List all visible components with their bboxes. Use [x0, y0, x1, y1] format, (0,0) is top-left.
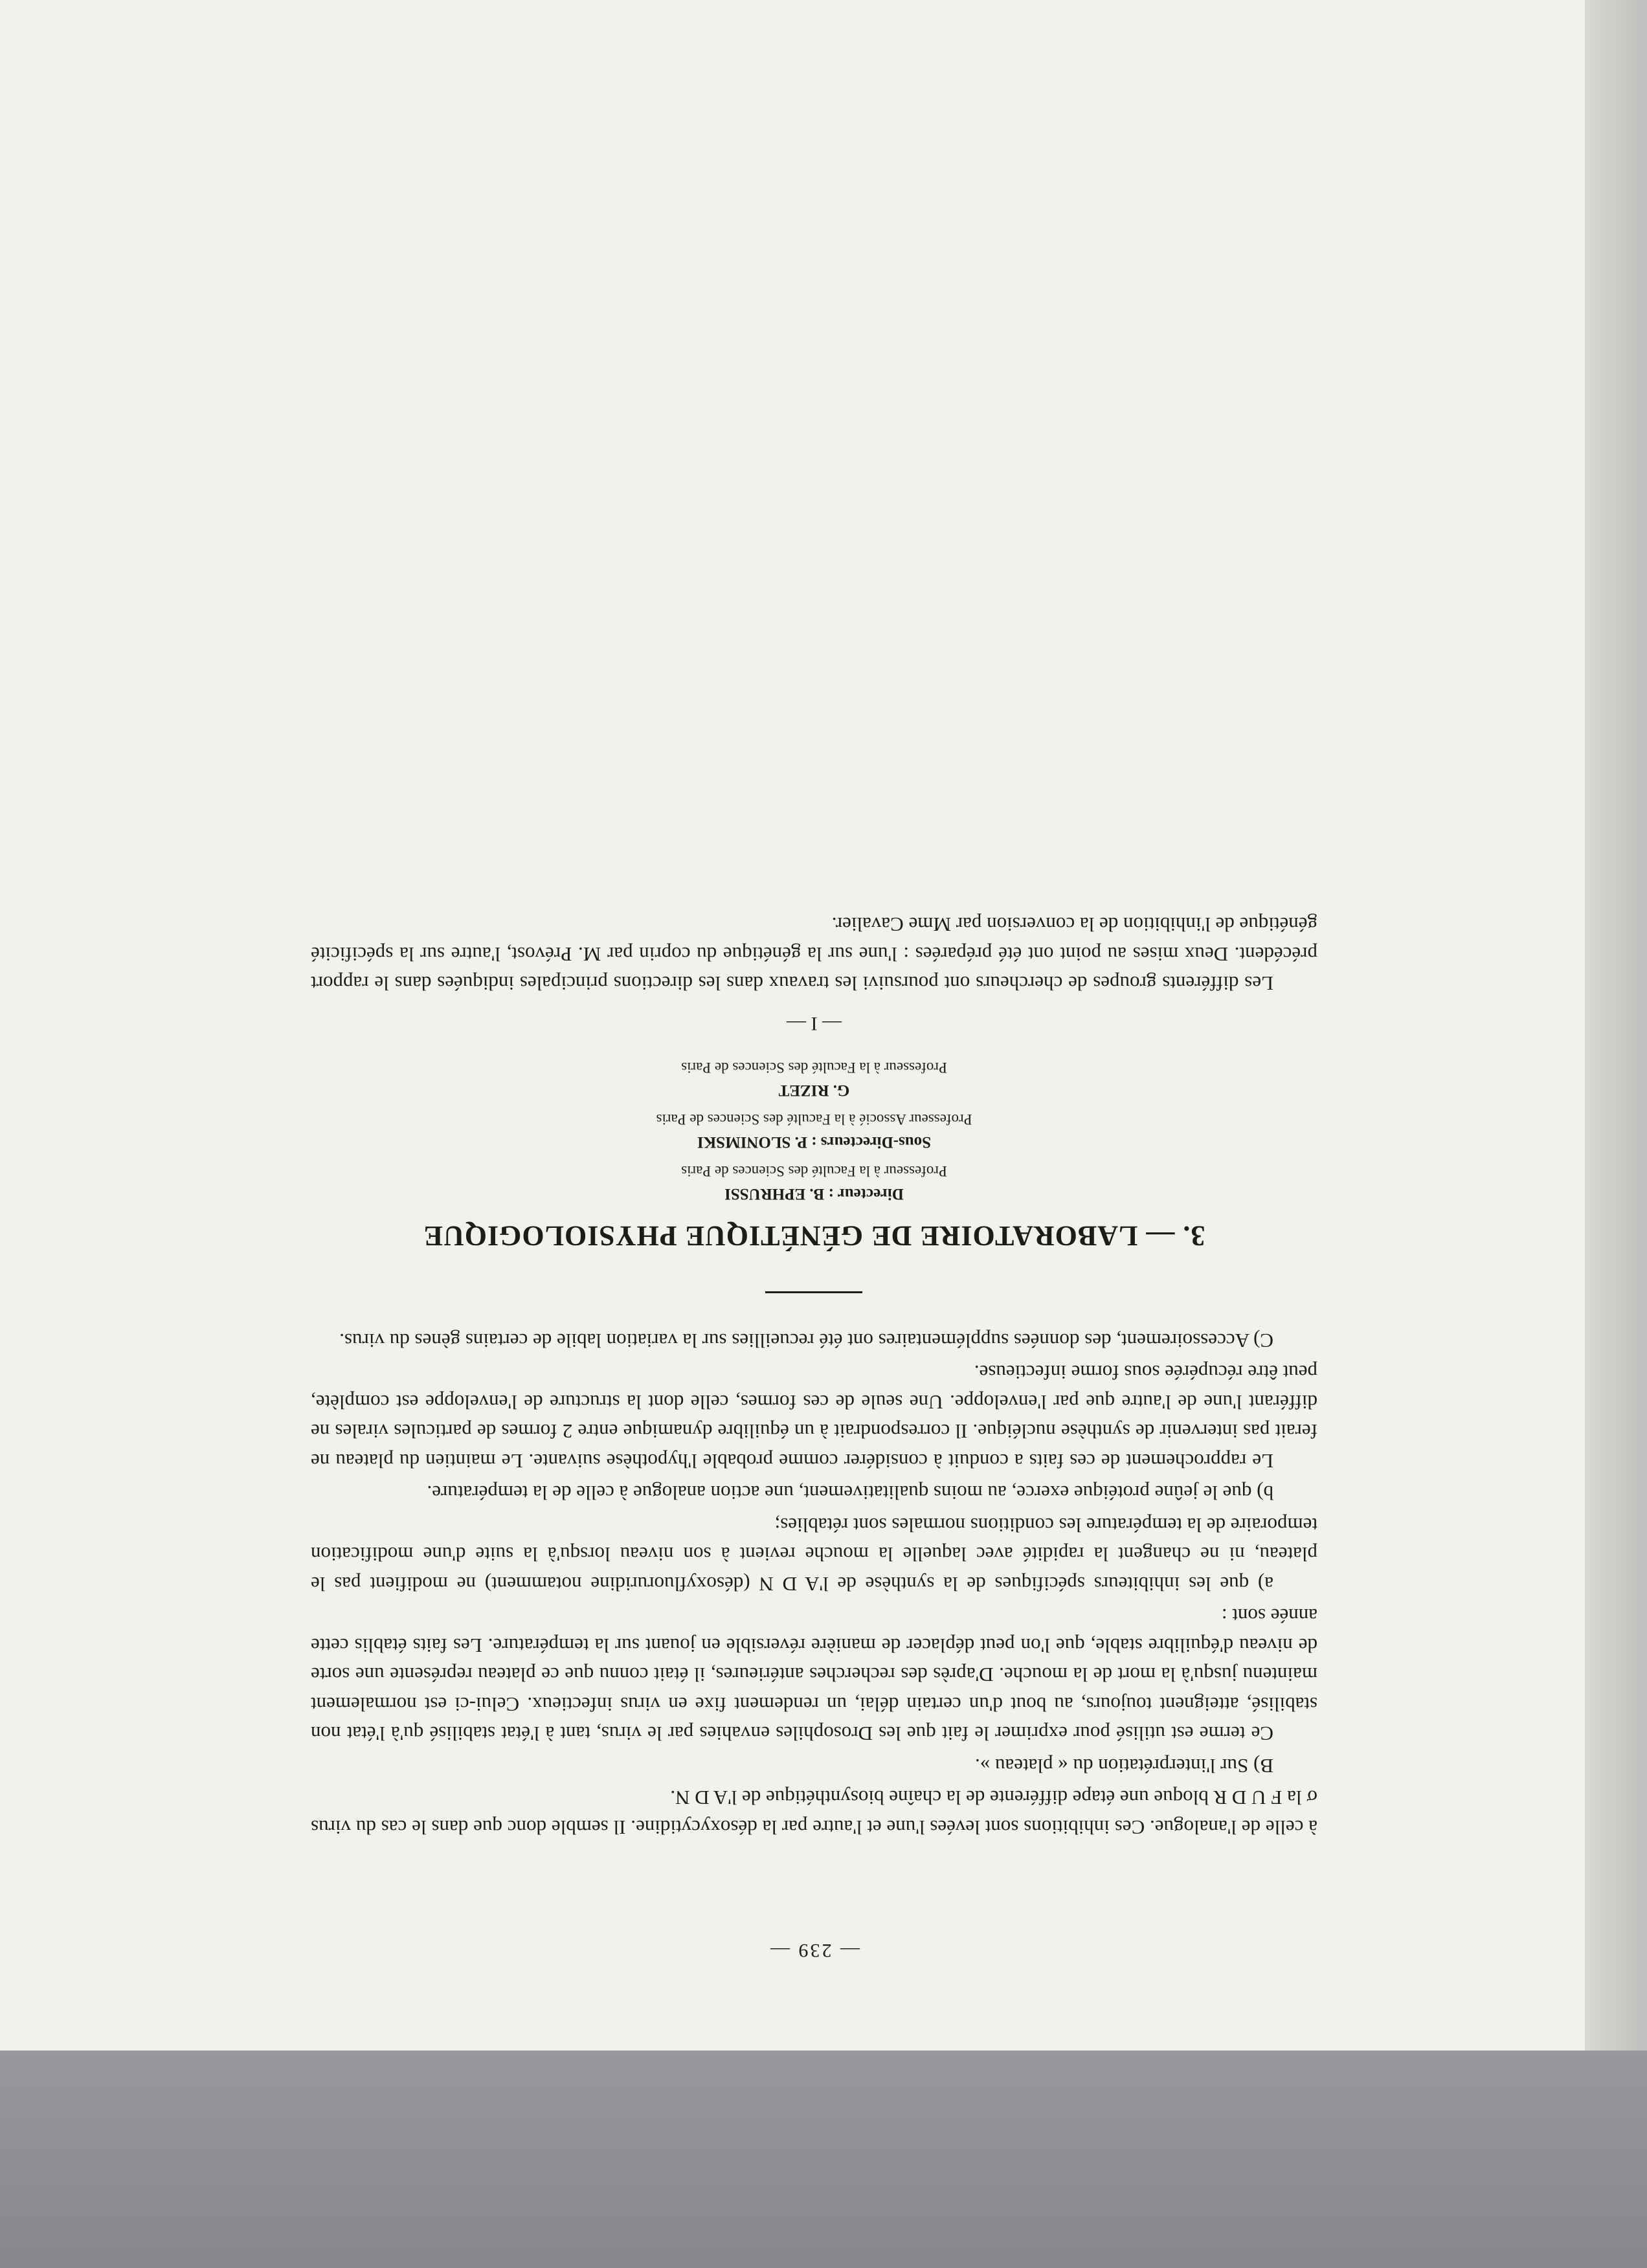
- paragraph-1: à celle de l'analogue. Ces inhibitions sont levées l'une et l'autre par la désoxycytidine. Il semble donc que dans le cas du virus σ la F U D R bloque une étape différente de la chaîne biosynthétique de l'A D N.: [311, 1786, 1317, 1839]
- paragraph-5-item-b: b) que le jeûne protéique exerce, au moins qualitativement, une action analogue à celle de la température.: [427, 1482, 1273, 1505]
- subdirector-1-affiliation: Professeur Associé à la Faculté des Sciences de Paris: [656, 1111, 972, 1128]
- page-number: — 239 —: [768, 1940, 860, 1961]
- section-number: — I —: [787, 1013, 842, 1035]
- paragraph-4-item-a: a) que les inhibiteurs spécifiques de la synthèse de l'A D N (désoxyfluoruridine notamment) ne modifient pas le plateau, ni ne changent la rapidité avec laquelle la mouche revient à son niveau lorsqu'à la suite d'une modification temporaire de la température les conditions normales sont rétablies;: [311, 1514, 1317, 1595]
- director-line: Directeur : B. EPHRUSSI: [724, 1185, 904, 1203]
- subdirector-2-affiliation: Professeur à la Faculté des Sciences de Paris: [681, 1060, 947, 1076]
- section-divider-rule: [766, 1292, 863, 1294]
- paragraph-after-section: Les différents groupes de chercheurs ont poursuivi les travaux dans les directions principales indiquées dans le rapport précédent. Deux mises au point ont été préparées : l'une sur la génétique du coprin par M. Prévost, l'autre sur la spécificité génétique de l'inhibition de la conversion par Mme Cavalier.: [311, 913, 1317, 995]
- lab-title: 3. — LABORATOIRE DE GÉNÉTIQUE PHYSIOLOGIQUE: [423, 1220, 1205, 1252]
- subdirectors-line: Sous-Directeurs : P. SLONIMSKI: [697, 1133, 932, 1151]
- paragraph-3: Ce terme est utilisé pour exprimer le fait que les Drosophiles envahies par le virus, tant à l'état stabilisé qu'à l'état non stabilisé, atteignent toujours, au bout d'un certain délai, un rendement fixe en virus infectieux. Celui-ci est normalement maintenu jusqu'à la mort de la mouche. D'après des recherches antérieures, il était connu que ce plateau représente une sorte de niveau d'équilibre stable, que l'on peut déplacer de manière réversible en jouant sur la température. Les faits établis cette année sont :: [311, 1605, 1317, 1746]
- director-affiliation: Professeur à la Faculté des Sciences de Paris: [681, 1163, 947, 1180]
- scanner-bed: [0, 2051, 1647, 2268]
- page-content-rotated: [311, 220, 1317, 1961]
- paragraph-7-item-c: C) Accessoirement, des données supplémentaires ont été recueillies sur la variation labile de certains gènes du virus.: [339, 1329, 1273, 1352]
- page-edge-shadow: [1585, 0, 1647, 2051]
- subdirector-2-name: G. RIZET: [778, 1082, 850, 1100]
- paragraph-6: Le rapprochement de ces faits a conduit à considérer comme probable l'hypothèse suivante. Le maintien du plateau ne ferait pas intervenir de synthèse nucléique. Il correspondrait à un équilibre dynamique entre 2 formes de particules virales ne différant l'une de l'autre que par l'enveloppe. Une seule de ces formes, celle dont la structure de l'enveloppe est complète, peut être récupérée sous forme infectieuse.: [311, 1361, 1317, 1473]
- paragraph-2-heading: B) Sur l'interprétation du « plateau ».: [974, 1755, 1273, 1777]
